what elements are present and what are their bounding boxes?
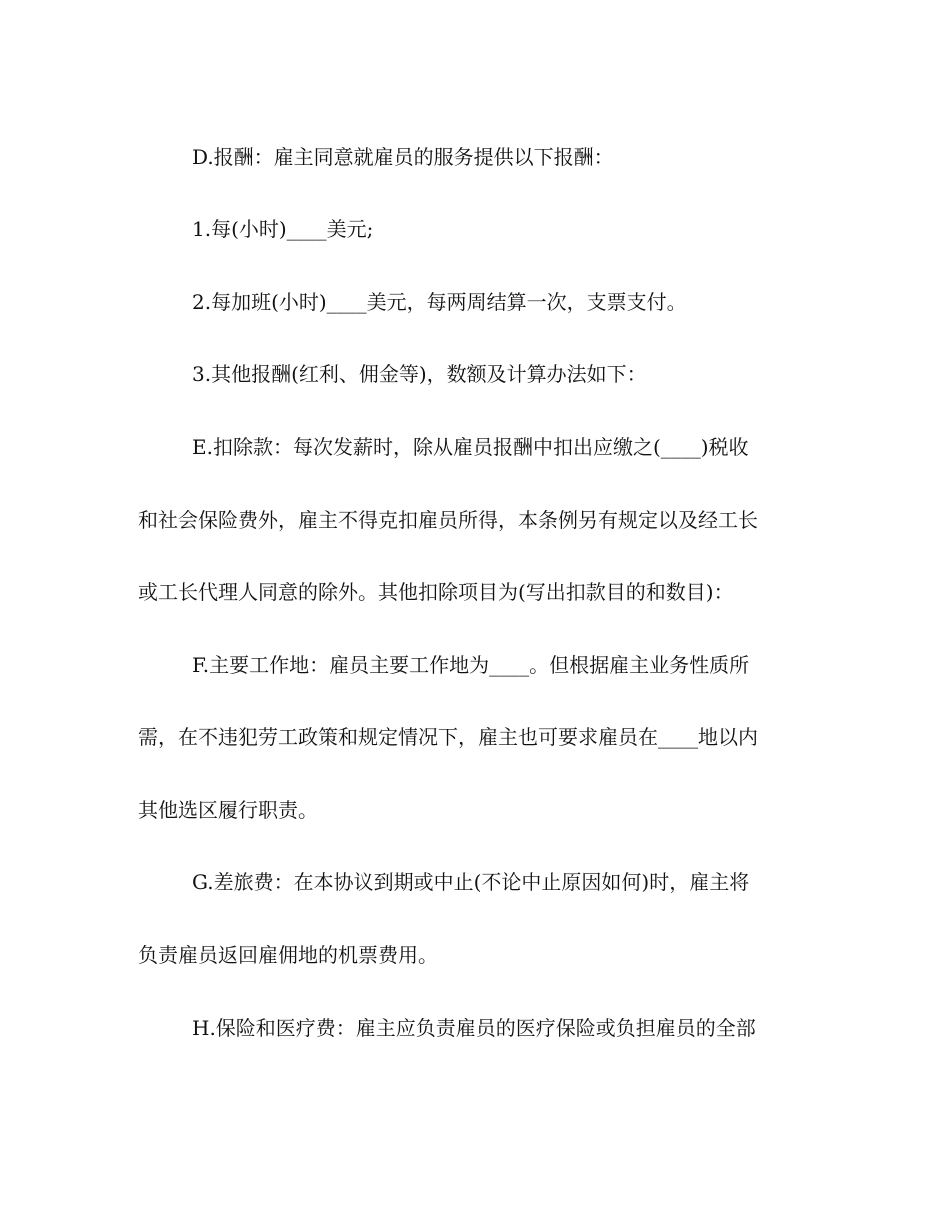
clause-f-line-1: F.主要工作地：雇员主要工作地为____。但根据雇主业务性质所 (192, 653, 750, 677)
clause-g-line-2: 负责雇员返回雇佣地的机票费用。 (138, 943, 438, 967)
clause-d-item-1: 1.每(小时)____美元; (192, 217, 374, 241)
clause-f-line-3: 其他选区履行职责。 (138, 798, 318, 822)
clause-g-line-1: G.差旅费：在本协议到期或中止(不论中止原因如何)时，雇主将 (192, 870, 750, 894)
clause-h-line-1: H.保险和医疗费：雇主应负责雇员的医疗保险或负担雇员的全部 (192, 1016, 756, 1040)
clause-d-item-2: 2.每加班(小时)____美元，每两周结算一次，支票支付。 (192, 290, 687, 314)
clause-d-heading: D.报酬：雇主同意就雇员的服务提供以下报酬： (192, 145, 614, 169)
clause-e-line-3: 或工长代理人同意的除外。其他扣除项目为(写出扣款目的和数目)： (138, 580, 734, 604)
clause-e-line-2: 和社会保险费外，雇主不得克扣雇员所得，本条例另有规定以及经工长 (138, 508, 758, 532)
clause-d-item-3: 3.其他报酬(红利、佣金等)，数额及计算办法如下： (192, 362, 647, 386)
clause-f-line-2: 需，在不违犯劳工政策和规定情况下，雇主也可要求雇员在____地以内 (138, 725, 758, 749)
clause-e-line-1: E.扣除款：每次发薪时，除从雇员报酬中扣出应缴之(____)税收 (192, 435, 749, 459)
